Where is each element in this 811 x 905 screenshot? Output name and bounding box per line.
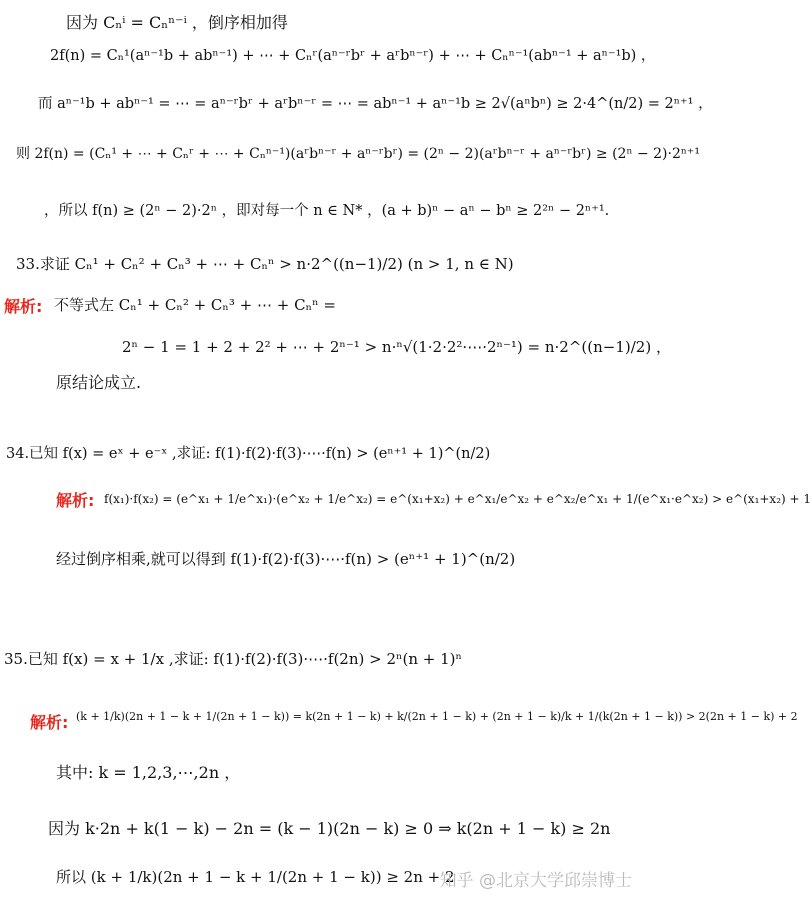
answer-33-line-3: 原结论成立. [56, 373, 142, 392]
proof-line-4: 则 2f(n) = (Cₙ¹ + ⋯ + Cₙʳ + ⋯ + Cₙⁿ⁻¹)(aʳbⁿ⁻ʳ + aⁿ⁻ʳbʳ) = (2ⁿ − 2)(aʳbⁿ⁻ʳ + aⁿ⁻ʳbʳ) ≥ (2ⁿ − 2)·2ⁿ⁺¹ [16, 146, 700, 162]
answer-35-line-4: 所以 (k + 1/k)(2n + 1 − k + 1/(2n + 1 − k)) ≥ 2n + 2 [56, 868, 455, 886]
answer-33-line-1: 不等式左 Cₙ¹ + Cₙ² + Cₙ³ + ⋯ + Cₙⁿ = [54, 296, 336, 314]
proof-line-1: 因为 Cₙⁱ = Cₙⁿ⁻ⁱ ，倒序相加得 [66, 13, 288, 32]
question-34: 34.已知 f(x) = eˣ + e⁻ˣ ,求证: f(1)·f(2)·f(3)·⋯·f(n) > (eⁿ⁺¹ + 1)^(n/2) [6, 446, 491, 462]
proof-line-2: 2f(n) = Cₙ¹(aⁿ⁻¹b + abⁿ⁻¹) + ⋯ + Cₙʳ(aⁿ⁻ʳbʳ + aʳbⁿ⁻ʳ) + ⋯ + Cₙⁿ⁻¹(abⁿ⁻¹ + aⁿ⁻¹b) ， [50, 48, 656, 64]
answer-35-line-1: (k + 1/k)(2n + 1 − k + 1/(2n + 1 − k)) = k(2n + 1 − k) + k/(2n + 1 − k) + (2n + 1 − k)/k + 1/(k(2n + 1 − k)) > 2(2n + 1 − k) + 2 [76, 710, 798, 723]
answer-35-line-2: 其中: k = 1,2,3,⋯,2n ， [56, 763, 241, 782]
answer-35-line-3: 因为 k·2n + k(1 − k) − 2n = (k − 1)(2n − k) ≥ 0 ⇒ k(2n + 1 − k) ≥ 2n [48, 819, 611, 838]
answer-label-33: 解析: [4, 297, 43, 316]
proof-line-3: 而 aⁿ⁻¹b + abⁿ⁻¹ = ⋯ = aⁿ⁻ʳbʳ + aʳbⁿ⁻ʳ = ⋯ = abⁿ⁻¹ + aⁿ⁻¹b ≥ 2√(aⁿbⁿ) ≥ 2·4^(n/2) = 2ⁿ⁺¹ ， [38, 96, 713, 112]
answer-label-35: 解析: [30, 713, 69, 732]
question-33: 33.求证 Cₙ¹ + Cₙ² + Cₙ³ + ⋯ + Cₙⁿ > n·2^((n−1)/2) (n > 1, n ∈ N) [16, 255, 514, 273]
answer-33-line-2: 2ⁿ − 1 = 1 + 2 + 2² + ⋯ + 2ⁿ⁻¹ > n·ⁿ√(1·2·2²·⋯·2ⁿ⁻¹) = n·2^((n−1)/2) ， [122, 338, 671, 356]
answer-34-line-1: f(x₁)·f(x₂) = (e^x₁ + 1/e^x₁)·(e^x₂ + 1/e^x₂) = e^(x₁+x₂) + e^x₁/e^x₂ + e^x₂/e^x₁ + 1/(e^x₁·e^x₂) > e^(x₁+x₂) + 1 [104, 492, 811, 506]
watermark: 知乎 @北京大学邱崇博士 [439, 871, 632, 891]
answer-label-34: 解析: [56, 491, 95, 510]
proof-line-5: ，所以 f(n) ≥ (2ⁿ − 2)·2ⁿ ，即对每一个 n ∈ N* ，(a + b)ⁿ − aⁿ − bⁿ ≥ 2²ⁿ − 2ⁿ⁺¹. [44, 203, 610, 219]
answer-34-line-2: 经过倒序相乘,就可以得到 f(1)·f(2)·f(3)·⋯·f(n) > (eⁿ⁺¹ + 1)^(n/2) [56, 550, 516, 568]
question-35: 35.已知 f(x) = x + 1/x ,求证: f(1)·f(2)·f(3)·⋯·f(2n) > 2ⁿ(n + 1)ⁿ [4, 650, 462, 668]
